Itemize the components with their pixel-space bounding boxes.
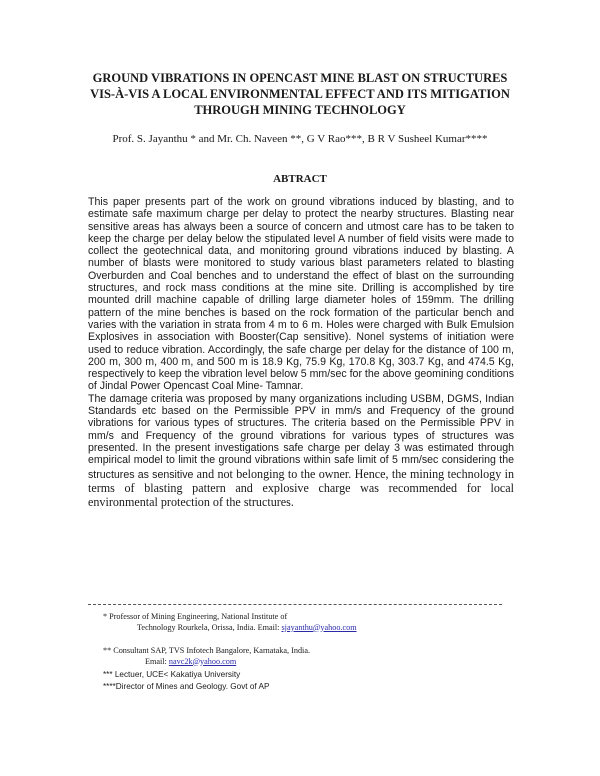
- footnote-2-prefix: Email:: [145, 656, 169, 666]
- abstract-paragraph-1: This paper presents part of the work on ground vibrations induced by blasting, and to estimate safe maximum charge per delay to protect the nearby structures. Blasting near sensitive areas has always been a source of concern and utmost care has to be taken to keep the charge per delay below the stipulated level A number of field visits were made to collect the geotechnical data, and monitoring ground vibrations induced by blasting. A number of blasts were monitored to study various blast parameters related to blasting Overburden and Coal benches and to understand the effect of blast on the surrounding structures, and rock mass conditions at the mine site. Drilling is accomplished by tire mounted drill machine capable of drilling large diameter holes of 159mm. The drilling pattern of the mine benches is based on the rock formation of the particular bench and varies with the variation in strata from 4 m to 6 m. Holes were charged with Bulk Emulsion Explosives in association with Booster(Cap sensitive). Nonel systems of initiation were used to reduce vibration. Accordingly, the safe charge per delay for the distance of 100 m, 200 m, 300 m, 400 m, and 500 m is 18.9 Kg, 75.9 Kg, 170.8 Kg, 303.7 Kg, and 474.5 Kg, respectively to keep the vibration level below 5 mm/sec for the above geomining conditions of Jindal Power Opencast Coal Mine- Tamnar.: [88, 196, 514, 393]
- abstract-body: [88, 196, 514, 509]
- footnote-2: [103, 646, 310, 667]
- footnote-separator: [88, 604, 502, 605]
- author-list: Prof. S. Jayanthu * and Mr. Ch. Naveen **, G V Rao***, B R V Susheel Kumar****: [112, 133, 488, 145]
- paper-title: GROUND VIBRATIONS IN OPENCAST MINE BLAST ON STRUCTURES VIS-À-VIS A LOCAL ENVIRONMENTAL EFFECT AND ITS MITIGATION THROUGH MINING TECHNOLOGY: [90, 71, 510, 117]
- footnote-1-line-1: * Professor of Mining Engineering, National Institute of: [103, 612, 288, 621]
- email-link-naveen[interactable]: navc2k@yahoo.com: [168, 656, 237, 666]
- abstract-heading: ABTRACT: [273, 173, 327, 185]
- footnote-2-line-1: ** Consultant SAP, TVS Infotech Bangalore, Karnataka, India.: [103, 646, 310, 655]
- footnote-1-prefix: Technology Rourkela, Orissa, India. Email:: [137, 622, 282, 632]
- footnote-1: [103, 612, 357, 633]
- email-link-jayanthu[interactable]: sjayanthu@yahoo.com: [281, 622, 357, 632]
- footnote-1-line-2: [103, 623, 357, 634]
- footnote-3: *** Lectuer, UCE< Kakatiya University: [103, 670, 241, 679]
- abstract-paragraph-2-main: The damage criteria was proposed by many organizations including USBM, DGMS, Indian Standards etc based on the Permissible PPV in mm/s and Frequency of the ground vibrations for various types of structures. The criteria based on the Permissible PPV in mm/s and Frequency of the ground vibrations for various types of structures was presented. In the present investigations safe charge per delay 3 was estimated through empirical model to limit the ground vibrations within safe limit of 5 mm/sec considering the structures as sensitive: [88, 392, 514, 481]
- footnote-2-line-2: [103, 657, 310, 668]
- abstract-paragraph-2: [88, 393, 514, 510]
- footnote-4: ****Director of Mines and Geology. Govt of AP: [103, 682, 270, 691]
- abstract-paragraph-2-tail: and not belonging to the owner. Hence, the mining technology in terms of blasting pattern and explosive charge was recommended for local environmental protection of the structures.: [88, 466, 514, 510]
